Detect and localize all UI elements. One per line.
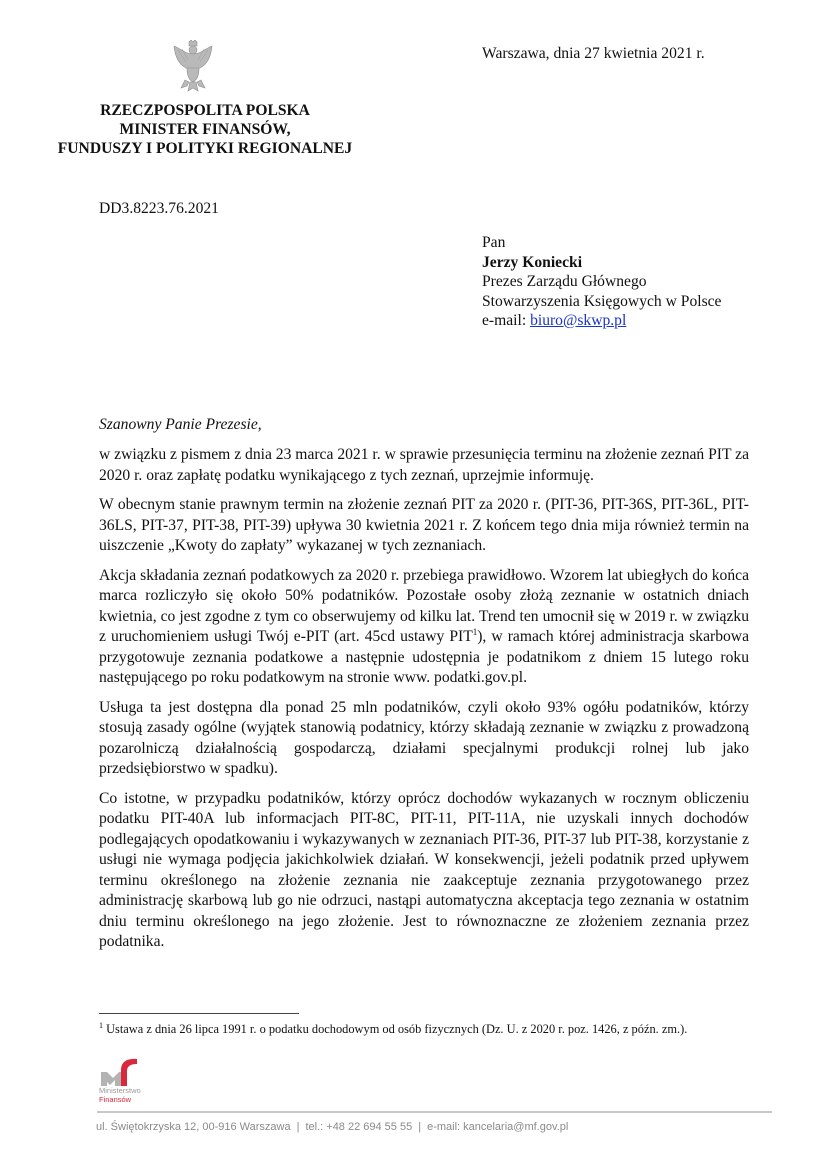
footer-separator: | bbox=[296, 1121, 300, 1133]
recipient-email-line bbox=[482, 311, 721, 331]
org-line-3: FUNDUSZY I POLITYKI REGIONALNEJ bbox=[57, 140, 353, 157]
paragraph-3 bbox=[99, 566, 749, 689]
footer-phone: tel.: +48 22 694 55 55 bbox=[305, 1121, 413, 1133]
footnote-ref[interactable]: 1 bbox=[472, 626, 478, 637]
recipient-position: Prezes Zarządu Głównego bbox=[482, 273, 647, 290]
logo-text-finansow: Finansów bbox=[99, 1095, 132, 1104]
recipient-address bbox=[482, 233, 721, 331]
footer-contact bbox=[96, 1121, 568, 1133]
polish-eagle-emblem-icon bbox=[172, 40, 214, 92]
footnote-separator bbox=[99, 1013, 299, 1014]
email-label: e-mail: bbox=[482, 312, 531, 329]
footer-email[interactable]: e-mail: kancelaria@mf.gov.pl bbox=[427, 1121, 569, 1133]
ministry-heading bbox=[30, 101, 380, 158]
footer-address: ul. Świętokrzyska 12, 00-916 Warszawa bbox=[96, 1121, 291, 1133]
place-date: Warszawa, dnia 27 kwietnia 2021 r. bbox=[482, 45, 705, 62]
ministry-logo bbox=[99, 1058, 159, 1104]
mf-logo-icon bbox=[99, 1058, 139, 1086]
greeting: Szanowny Panie Prezesie, bbox=[99, 416, 262, 433]
paragraph-4: Usługa ta jest dostępna dla ponad 25 mln podatników, czyli około 93% ogółu podatników, którzy stosują zasady ogólne (wyjątek stanowią podatnicy, którzy składają zeznanie w związku z prowadzoną pozarolniczą działalnością gospodarczą, działami specjalnymi produkcji rolnej lub jako przedsiębiorstwo w spadku). bbox=[99, 698, 749, 777]
paragraph-3-text-a: Akcja składania zeznań podatkowych za 2020 r. przebiega prawidłowo. Wzorem lat ubiegłych do końca marca rozliczyło się około 50% podatników. Pozostałe osoby złożą zeznanie w ostatnich dniach kwietnia, co jest zgodne z tym co obserwujemy od kilku lat. Trend ten umocnił się w 2019 r. w związku z uruchomieniem usługi Twój e-PIT (art. 45cd ustawy PIT bbox=[99, 566, 749, 645]
letter-body bbox=[99, 445, 749, 962]
org-line-1: RZECZPOSPOLITA POLSKA bbox=[100, 102, 310, 119]
org-line-2: MINISTER FINANSÓW, bbox=[119, 121, 291, 138]
paragraph-2: W obecnym stanie prawnym termin na złożenie zeznań PIT za 2020 r. (PIT-36, PIT-36S, PIT-36L, PIT-36LS, PIT-37, PIT-38, PIT-39) upływa 30 kwietnia 2021 r. Z końcem tego dnia mija również termin na uiszczenie „Kwoty do zapłaty” wykazanej w tych zeznaniach. bbox=[99, 496, 749, 554]
paragraph-3-text-b: ), w ramach której administracja skarbowa przygotowuje zeznania podatkowe a następnie udostępnia je podatnikom z dniem 15 lutego roku następującego po roku podatkowym na stronie www. podatki.gov.pl. bbox=[99, 628, 749, 686]
footnote-marker: 1 bbox=[99, 1021, 103, 1030]
footnote-text: Ustawa z dnia 26 lipca 1991 r. o podatku dochodowym od osób fizycznych (Dz. U. z 2020 r. poz. 1426, z późn. zm.). bbox=[103, 1022, 688, 1037]
recipient-name: Jerzy Koniecki bbox=[482, 253, 583, 271]
logo-text-ministerstwo: Ministerstwo bbox=[99, 1086, 141, 1095]
footnote bbox=[99, 1018, 749, 1037]
recipient-email-link[interactable]: biuro@skwp.pl bbox=[530, 312, 627, 329]
footer-rule bbox=[97, 1111, 772, 1113]
recipient-organization: Stowarzyszenia Księgowych w Polsce bbox=[482, 292, 722, 310]
reference-number: DD3.8223.76.2021 bbox=[99, 200, 219, 217]
footer-separator: | bbox=[418, 1121, 422, 1133]
recipient-title: Pan bbox=[482, 234, 506, 251]
paragraph-5: Co istotne, w przypadku podatników, którzy oprócz dochodów wykazanych w rocznym obliczeniu podatku PIT-40A lub informacjach PIT-8C, PIT-11, PIT-11A, nie uzyskali innych dochodów podlegających opodatkowaniu i wykazywanych w zeznaniach PIT-36, PIT-37 lub PIT-38, korzystanie z usługi nie wymaga podjęcia jakichkolwiek działań. W konsekwencji, jeżeli podatnik przed upływem terminu określonego na złożenie zeznania nie zaakceptuje zeznania przygotowanego przez administrację skarbową lub go nie odrzuci, nastąpi automatyczna akceptacja tego zeznania w ostatnim dniu terminu określonego na jego złożenie. Jest to równoznaczne ze złożeniem zeznania przez podatnika. bbox=[99, 789, 749, 950]
paragraph-1: w związku z pismem z dnia 23 marca 2021 r. w sprawie przesunięcia terminu na złożenie zeznań PIT za 2020 r. oraz zapłatę podatku wynikającego z tych zeznań, uprzejmie informuję. bbox=[99, 446, 749, 484]
